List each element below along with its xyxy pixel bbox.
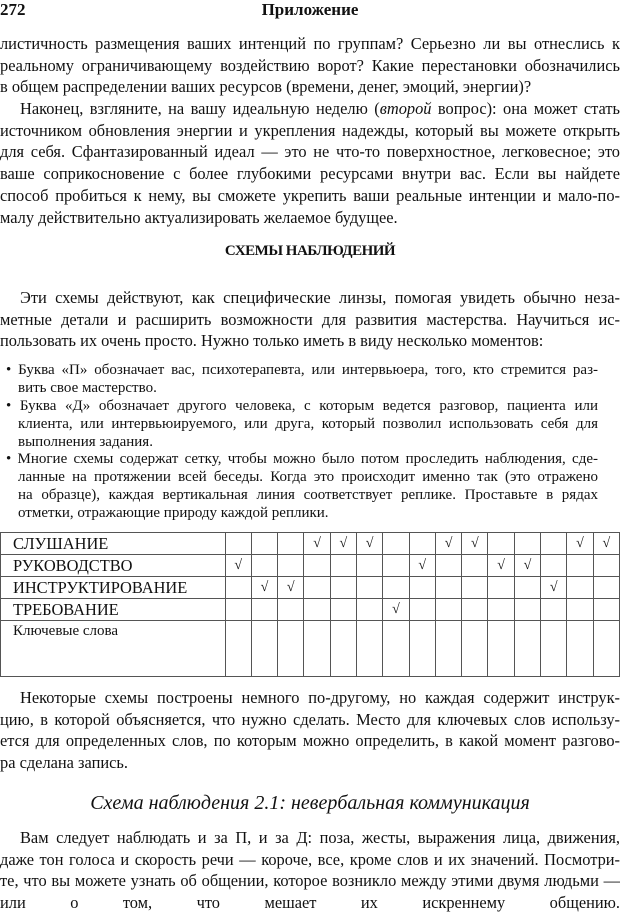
grid-row-label: ТРЕБОВАНИЕ [1,599,226,621]
grid-cell [593,599,619,621]
grid-cell [225,599,251,621]
grid-cell [304,555,330,577]
grid-cell [488,577,514,599]
grid-cell [225,533,251,555]
grid-cell [304,577,330,599]
bullet-list [0,362,620,523]
check-mark-icon: √ [523,557,532,573]
grid-cell [225,555,251,577]
grid-cell [251,577,277,599]
grid-cell [435,577,461,599]
grid-cell [225,621,251,677]
grid-cell [567,533,593,555]
page-number: 272 [0,0,26,19]
text-line: реальному ограничивающему воздействию ворот? Какие перестановки обозначились [0,55,620,75]
text-line: Эти схемы действуют, как специфические линзы, помогая увидеть обычно неза- [20,288,620,307]
check-mark-icon: √ [392,601,400,617]
grid-cell [541,599,567,621]
bullet-line: клиента, или интервьюируемого, или друга, который позволил использовать себя для [18,415,598,432]
bullet-line: выполнения задания. [18,433,153,450]
text-line: те, что вы можете узнать об общении, которое возникло между этими двумя людьми — [0,871,620,891]
grid-row-label: СЛУШАНИЕ [1,533,226,555]
grid-row-label: РУКОВОДСТВО [1,555,226,577]
grid-cell [488,599,514,621]
grid-cell [304,621,330,677]
grid-cell [593,577,619,599]
grid-cell [541,577,567,599]
grid-cell [357,533,383,555]
grid-cell [593,621,619,677]
grid-cell [462,533,488,555]
text-segment: вопрос): она может стать [431,99,620,119]
grid-cell [514,555,540,577]
grid-cell [541,621,567,677]
check-mark-icon: √ [470,535,479,551]
check-mark-icon: √ [444,535,453,551]
grid-cell [462,621,488,677]
grid-cell [278,577,304,599]
section-intro-text [0,287,620,352]
grid-cell [541,533,567,555]
text-line: ваше соприкосновение с более глубокими ресурсами внутри вас. Если вы найдете [0,164,620,184]
bullet-line: вить свое мастерство. [18,379,157,396]
grid-cell [409,599,435,621]
grid-cell [225,577,251,599]
text-line: метные детали и расширить возможности для развития мастерства. Научиться ис- [0,309,620,329]
text-line: способ пробиться к нему, вы сможете укрепить ваши реальные интенции и мало-по- [0,185,620,205]
grid-cell [409,621,435,677]
text-line: Некоторые схемы построены немного по-другому, но каждая содержит инструк- [20,688,620,707]
text-line: малу действительно актуализировать желаемое будущее. [0,207,398,227]
grid-cell [251,621,277,677]
text-line: Вам следует наблюдать и за П, и за Д: поза, жесты, выражения лица, движения, [20,828,620,847]
grid-cell [330,577,356,599]
grid-row [1,577,620,599]
grid-cell [514,599,540,621]
grid-cell [304,533,330,555]
text-line: для себя. Сфантазированный идеал — это не что-то поверхностное, легковесное; это [0,142,620,162]
grid-cell [567,599,593,621]
text-line: даже тон голоса и скорость речи — короче, все, кроме слов и их значений. Посмотри- [0,849,620,869]
intro-text [0,33,620,228]
grid-row [1,533,620,555]
bullet-line: отметки, отражающие природу каждой реплики. [18,505,329,522]
grid-cell [278,621,304,677]
check-mark-icon: √ [418,557,427,573]
grid-cell [357,577,383,599]
text-line: в общем распределении ваших ресурсов (времени, денег, эмоций, энергии)? [0,77,532,97]
grid-cell [383,555,409,577]
check-mark-icon: √ [549,579,558,595]
grid-row-label: Ключевые слова [1,621,226,677]
grid-cell [435,621,461,677]
check-mark-icon: √ [234,557,242,573]
bullet-line: • Буква «Д» обозначает другого человека, с которым ведется разговор, пациента или [6,397,598,414]
grid-cell [251,599,277,621]
grid-cell [304,599,330,621]
bullet-line: • Многие схемы содержат сетку, чтобы можно было потом проследить наблюдения, сде- [6,451,598,468]
scheme-text [0,827,620,914]
grid-row [1,555,620,577]
grid-cell [409,555,435,577]
text-segment: второй [379,99,432,119]
scheme-title: Схема наблюдения 2.1: невербальная коммуникация [90,792,530,814]
grid-cell [488,621,514,677]
check-mark-icon: √ [602,535,611,551]
grid-cell [593,533,619,555]
grid-cell [330,621,356,677]
section-title: СХЕМЫ НАБЛЮДЕНИЙ [224,243,396,259]
grid-cell [567,621,593,677]
text-line: или о том, что мешает их искреннему общению. [0,893,620,913]
grid-cell [514,577,540,599]
grid-cell [541,555,567,577]
text-segment: Наконец, взгляните, на вашу идеальную неделю ( [20,99,380,119]
grid-cell [278,533,304,555]
grid-cell [251,533,277,555]
text-line: источником обновления энергии и укрепления надежды, который вы можете открыть [0,120,620,140]
running-header-title: Приложение [261,0,359,19]
grid-cell [462,577,488,599]
grid-cell [567,577,593,599]
grid-cell [330,533,356,555]
grid-cell [462,555,488,577]
text-line: цию, в которой объясняется, что нужно сделать. Место для ключевых слов использу- [0,709,620,729]
bullet-line: • Буква «П» обозначает вас, психотерапевта, или интервьюера, того, кто стремится раз- [6,362,598,378]
check-mark-icon: √ [339,535,348,551]
grid-cell [567,555,593,577]
grid-cell [383,599,409,621]
text-line: листичность размещения ваших интенций по группам? Серьезно ли вы отнеслись к [0,34,620,53]
grid-cell [593,555,619,577]
grid-cell [383,533,409,555]
bullet-line: ланные на протяжении всей беседы. Когда это происходит именно так (это отражено [18,469,598,486]
text-line: ется для определенных слов, по которым можно определить, в какой момент разгово- [0,731,620,751]
grid-cell [357,599,383,621]
grid-cell [278,555,304,577]
grid-cell [330,599,356,621]
grid-cell [357,555,383,577]
grid-cell [435,555,461,577]
check-mark-icon: √ [313,535,321,551]
grid-cell [409,533,435,555]
grid-cell [330,555,356,577]
grid-cell [488,555,514,577]
check-mark-icon: √ [497,557,505,573]
grid-cell [435,599,461,621]
check-mark-icon: √ [365,535,374,551]
grid-cell [383,577,409,599]
text-line [0,98,620,120]
grid-row-label: ИНСТРУКТИРОВАНИЕ [1,577,226,599]
grid-cell [357,621,383,677]
grid-cell [488,533,514,555]
grid-cell [435,533,461,555]
grid-cell [409,577,435,599]
observation-grid [0,532,620,677]
grid-cell [278,599,304,621]
bullet-line: на образце), каждая вертикальная линия соответствует реплике. Проставьте в рядах [18,487,598,504]
after-grid-text [0,687,620,774]
text-line: ра сделана запись. [0,753,128,773]
check-mark-icon: √ [286,579,295,595]
grid-cell [383,621,409,677]
grid-row [1,599,620,621]
grid-cell [251,555,277,577]
grid-cell [514,621,540,677]
check-mark-icon: √ [260,579,269,595]
text-line: пользовать их очень просто. Нужно только иметь в виду несколько моментов: [0,331,544,351]
grid-cell [514,533,540,555]
grid-cell [462,599,488,621]
check-mark-icon: √ [576,535,584,551]
grid-row [1,621,620,677]
